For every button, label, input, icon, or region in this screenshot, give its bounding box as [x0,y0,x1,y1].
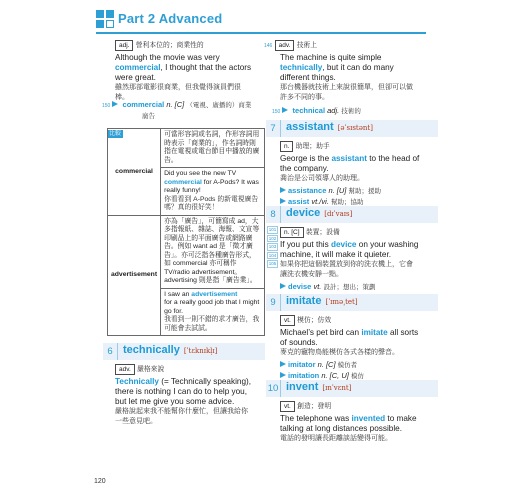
derivative-commercial: 150 commercial n. [C] （電視、廣播的）商業 廣告 [102,100,252,120]
side-tags: 101 102 103 104 105 [268,227,277,266]
entry-number: 6 [103,343,118,360]
example-en: Although the movie was very commercial, I thought that the actors were great. [115,53,252,82]
example-zh: 電話的發明讓長距離談話變得可能。 [280,435,392,442]
example-zh: 喬治是公司領導人的助理。 [280,175,364,182]
table-row [108,215,265,288]
example-cell: Did you see the new TV commercial for A-Pods? It was really funny! 你看看到 A-Pods 的新電視廣告嗎？真的很好笑！ [161,168,265,216]
gloss: 助理；助手 [295,143,330,150]
part-squares-icon [96,10,114,28]
example-en: If you put this device on your washing machine, it will make it quieter. [280,240,419,259]
row-label: commercial [108,129,161,216]
headword: assistant [əˈsɪstənt] [286,121,373,133]
entry-imitate-body [280,315,440,382]
entry-device-body [280,227,440,293]
entry-header-imitate [266,294,438,311]
pos-box: adv. [115,364,135,375]
gloss: 裝置；設備 [305,229,340,236]
definition-cell: 亦為「廣告」，可簡寫成 ad，大多指報紙、雜誌、海報、文宣等印刷品上的平面廣告或網路廣告。例如 want ad 是「徵才廣告」。亦可泛指各種廣告形式，如 commercial 亦可稱作 TV/radio advertisement。advertising 則是指「廣告業」。 [161,215,265,288]
row-label: advertisement [108,215,161,336]
arrow-icon [282,107,288,113]
part-label: Part 2 [118,11,156,26]
gloss: 嚴格來說 [137,366,165,373]
pronunciation: [dɪˈvaɪs] [324,210,353,218]
example-zh: 那台機器就技術上來說很簡單，但卻可以做 許多不同的事。 [280,84,413,101]
highlight-word: commercial [115,63,161,72]
derivative: devise vt. 設計；想出；策劃 [280,282,440,293]
derivative: assist vt./vi. 幫助；協助 [280,197,440,208]
headword: technically [ˈtɛknɪkl̩ɪ] [123,344,218,356]
entry-header-device [266,206,438,223]
example-zh: 嚴格說起來我不能幫你什麼忙，但讓我給你 一些意見吧。 [115,408,248,425]
table-row [108,129,265,168]
entry-technically-2 [264,40,437,117]
arrow-icon [280,198,286,204]
level-tag: 150 [272,109,281,115]
entry-header-invent [266,380,438,397]
usage-label: 比較 [109,131,122,137]
entry-commercial-adj [115,40,273,103]
arrow-icon [112,101,118,107]
headword: device [dɪˈvaɪs] [286,207,353,219]
pos-box: vt. [280,315,295,326]
entry-invent-body [280,401,440,444]
pos-box: adj. [115,40,133,51]
pronunciation: [ɪnˈvɛnt] [322,384,352,392]
level-tag: 150 [102,103,111,109]
pronunciation: [ˈɪmə͵tet] [325,298,358,306]
arrow-icon [280,361,286,367]
headword: imitate [ˈɪmə͵tet] [286,295,358,307]
example-en: The telephone was invented to make talking at long distances possible. [280,414,417,433]
example-zh: 雖然那部電影很商業，但我覺得演員們很 棒。 [115,84,241,101]
gloss: 技術上 [296,42,318,49]
derivative-technical: 150 technical adj. 技術的 [272,106,361,115]
example-en: Technically (= Technically speaking), there is nothing I can do to help you, but let me give you some advice. [115,377,252,406]
entry-number: 9 [266,294,281,311]
entry-header-assistant [266,120,438,137]
arrow-icon [280,187,286,193]
derivative-word: commercial [122,100,165,109]
example-en: The machine is quite simple technically, but it can do many different things. [280,53,394,82]
entry-technically-body [115,364,273,427]
derivative: assistance n. [U] 幫助；援助 [280,186,440,197]
pos-box: n. [C] [280,227,304,238]
entry-number: 10 [266,380,281,397]
entry-assistant-body [280,141,440,208]
level-tag: 146 [264,43,273,49]
definition-cell: 可當形容詞或名詞，作形容詞用時表示「商業的」，作名詞時則指在電視或電台節目中播放的廣告。 [161,129,265,168]
arrow-icon [280,372,286,378]
derivative: imitation n. [C, U] 模仿 [280,371,440,382]
header-rule [96,32,426,34]
arrow-icon [280,283,286,289]
pos-box: adv. [275,40,295,51]
gloss: 營利本位的；商業性的 [135,42,204,49]
page-number: 120 [94,478,106,485]
example-en: Michael’s pet bird can imitate all sorts of sounds. [280,328,419,347]
entry-number: 7 [266,120,281,137]
entry-header-technically [103,343,265,360]
example-zh: 麥克的寵物鳥能模仿各式各樣的聲音。 [280,349,399,356]
part-title [118,11,222,26]
derivative-pos: n. [C] [166,100,185,109]
example-cell: I saw an advertisement for a really good job that I might go for. 我看到一則不錯的求才廣告，我可能會去試試。 [161,288,265,336]
headword: invent [ɪnˈvɛnt] [286,381,352,393]
usage-table [107,128,265,336]
part-level: Advanced [158,11,223,26]
pos-box: n. [280,141,293,152]
derivative: imitator n. [C] 模仿者 [280,360,440,371]
example-zh: 如果你把這個裝置放到你的洗衣機上，它會 讓洗衣機安靜一點。 [280,261,413,278]
pronunciation: [ˈtɛknɪkl̩ɪ] [183,347,218,355]
gloss: 創造；發明 [297,403,332,410]
pronunciation: [əˈsɪstənt] [337,124,373,132]
pos-box: vt. [280,401,295,412]
entry-number: 8 [266,206,281,223]
gloss: 模仿；仿效 [297,317,332,324]
example-en: George is the assistant to the head of the company. [280,154,420,173]
